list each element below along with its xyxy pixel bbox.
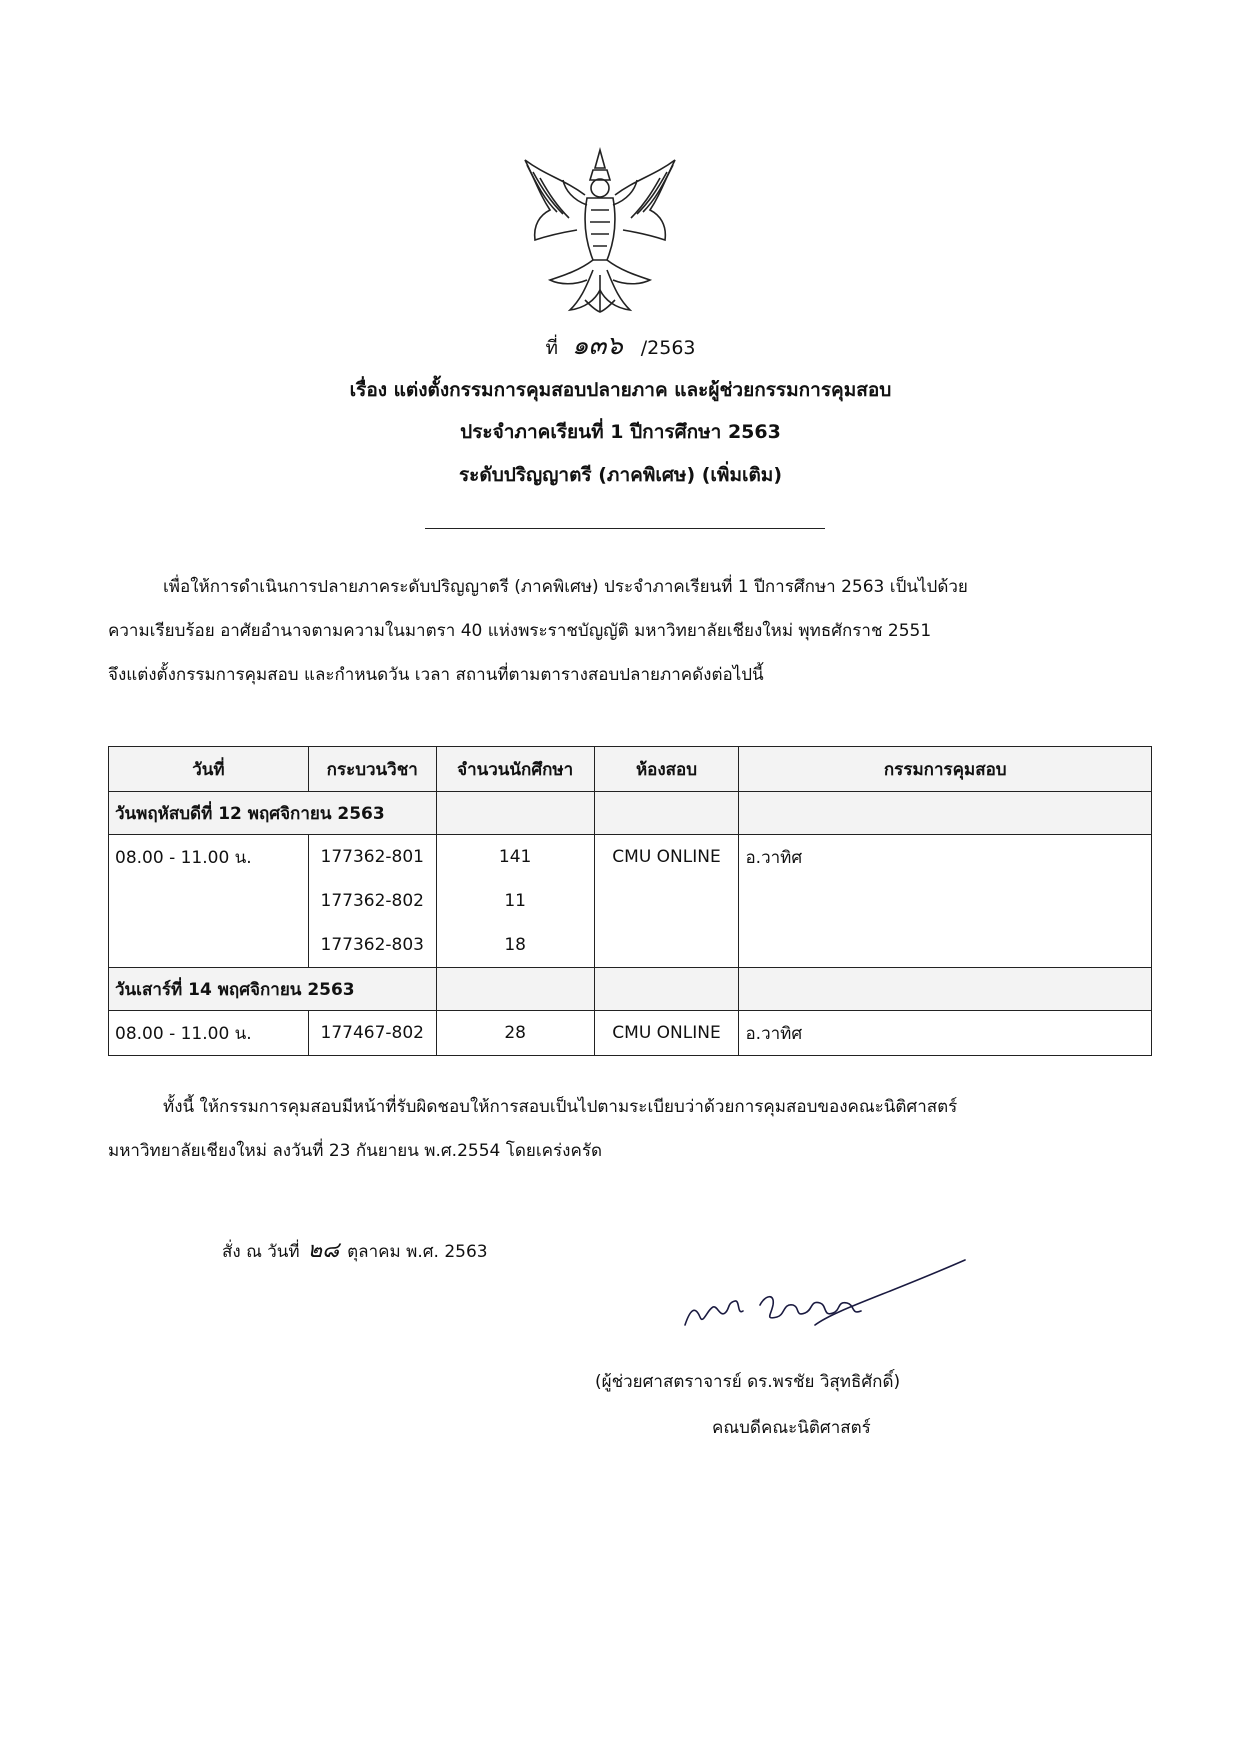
document-number [0,325,1241,366]
header-students: จำนวนนักศึกษา [436,747,594,792]
intro-paragraph [108,565,1138,697]
empty-cell [436,968,594,1011]
empty-cell [739,968,1152,1011]
order-date [222,1232,488,1267]
intro-line-3: จึงแต่งตั้งกรรมการคุมสอบ และกำหนดวัน เวลา สถานที่ตามตารางสอบปลายภาคดังต่อไปนี้ [108,665,764,685]
empty-cell [594,879,739,923]
doc-prefix: ที่ [545,337,558,359]
day-date: วันพฤหัสบดีที่ 12 พฤศจิกายน 2563 [109,792,437,835]
exam-room: CMU ONLINE [594,1011,739,1056]
empty-cell [594,792,739,835]
table-row [109,968,1152,1011]
empty-cell [109,923,309,968]
empty-cell [594,923,739,968]
subject-line-2: ประจำภาคเรียนที่ 1 ปีการศึกษา 2563 [460,421,781,443]
day-date: วันเสาร์ที่ 14 พฤศจิกายน 2563 [109,968,437,1011]
doc-number-handwritten: ๑๓๖ [571,331,623,361]
course-code: 177362-802 [308,879,436,923]
closing-line-1: ทั้งนี้ ให้กรรมการคุมสอบมีหน้าที่รับผิดชอบให้การสอบเป็นไปตามระเบียบว่าด้วยการคุมสอบของคณะนิติศาสตร์ [163,1097,958,1117]
course-code: 177362-801 [308,835,436,880]
empty-cell [739,879,1152,923]
header-proctor: กรรมการคุมสอบ [739,747,1152,792]
empty-cell [739,923,1152,968]
table-row [109,792,1152,835]
empty-cell [109,879,309,923]
intro-line-2: ความเรียบร้อย อาศัยอำนาจตามความในมาตรา 40 แห่งพระราชบัญญัติ มหาวิทยาลัยเชียงใหม่ พุทธศักราช 2551 [108,621,932,641]
exam-time: 08.00 - 11.00 น. [109,1011,309,1056]
closing-line-2: มหาวิทยาลัยเชียงใหม่ ลงวันที่ 23 กันยายน พ.ศ.2554 โดยเคร่งครัด [108,1141,603,1161]
header-date: วันที่ [109,747,309,792]
header-room: ห้องสอบ [594,747,739,792]
student-count: 141 [436,835,594,880]
doc-year: /2563 [640,337,696,359]
course-code: 177362-803 [308,923,436,968]
table-row [109,923,1152,968]
header-divider [425,528,825,529]
exam-schedule-table [108,746,1152,1056]
student-count: 28 [436,1011,594,1056]
garuda-emblem-icon [515,140,685,320]
table-row [109,835,1152,880]
order-day-handwritten: ๒๘ [307,1238,340,1263]
table-row [109,1011,1152,1056]
handwritten-signature [665,1255,975,1345]
empty-cell [739,792,1152,835]
order-suffix: ตุลาคม พ.ศ. 2563 [347,1242,488,1262]
exam-room: CMU ONLINE [594,835,739,880]
signer-position: คณบดีคณะนิติศาสตร์ [712,1418,871,1438]
student-count: 18 [436,923,594,968]
closing-paragraph [108,1085,1138,1173]
subject-line-3: ระดับปริญญาตรี (ภาคพิเศษ) (เพิ่มเติม) [458,464,783,486]
proctor-name: อ.วาทิศ [739,1011,1152,1056]
header-course: กระบวนวิชา [308,747,436,792]
table-row [109,879,1152,923]
order-prefix: สั่ง ณ วันที่ [222,1242,300,1262]
subject-line-1: เรื่อง แต่งตั้งกรรมการคุมสอบปลายภาค และผู้ช่วยกรรมการคุมสอบ [349,379,892,401]
student-count: 11 [436,879,594,923]
table-header-row [109,747,1152,792]
exam-time: 08.00 - 11.00 น. [109,835,309,880]
proctor-name: อ.วาทิศ [739,835,1152,880]
intro-line-1: เพื่อให้การดำเนินการปลายภาคระดับปริญญาตรี (ภาคพิเศษ) ประจำภาคเรียนที่ 1 ปีการศึกษา 2563 เป็นไปด้วย [163,577,968,597]
course-code: 177467-802 [308,1011,436,1056]
empty-cell [436,792,594,835]
empty-cell [594,968,739,1011]
signer-name: (ผู้ช่วยศาสตราจารย์ ดร.พรชัย วิสุทธิศักดิ์) [595,1372,901,1392]
